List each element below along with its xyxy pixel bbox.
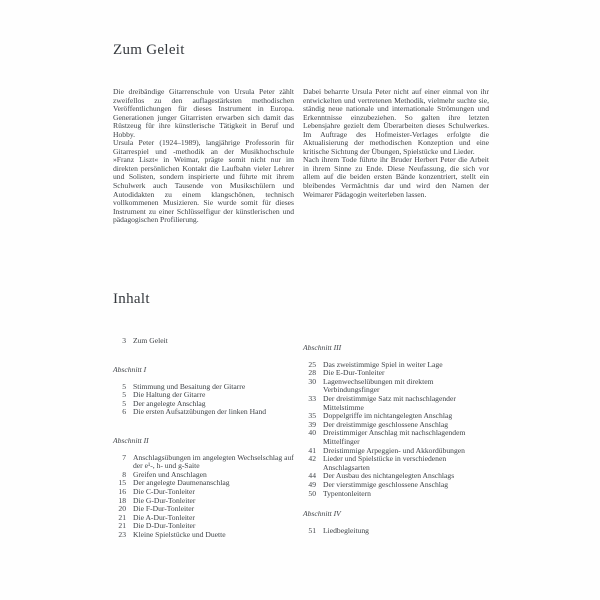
toc-page-number: 21 — [118, 521, 126, 531]
foreword-paragraph: Dabei beharrte Ursula Peter nicht auf einer einmal von ihr entwickelten und vertretenen Methodik, vielmehr suchte sie, ständig neue nationale und internationale Strömungen und Erkenntnisse einzubeziehen. So galten ihre letzten Lebensjahre gezielt dem Überarbeiten dieses Schulwerkes. Im Auftrage des Hofmeister-Verlages erfolgte die Aktualisierung der methodischen Konzeption und eine kritische Sichtung der Übungen, Spielstücke und Lieder. — [303, 87, 489, 156]
toc-entry — [113, 408, 295, 417]
toc-entry — [113, 337, 295, 346]
toc-entry — [113, 531, 295, 540]
toc-entry-label: Lagenwechselübungen mit direktem Verbindungsfinger — [323, 376, 434, 395]
toc-page-number: 18 — [118, 495, 126, 505]
toc-entry-label: Greifen und Anschlagen — [133, 469, 207, 479]
toc-page-number: 51 — [308, 525, 316, 535]
toc-page-number: 44 — [308, 471, 316, 481]
toc-page-number: 30 — [308, 376, 316, 386]
toc-page-number: 25 — [308, 359, 316, 369]
toc-entry-label: Die F-Dur-Tonleiter — [133, 504, 195, 514]
toc-page-number: 7 — [122, 452, 126, 462]
toc-page-number: 21 — [118, 512, 126, 522]
toc-page-number: 5 — [122, 390, 126, 400]
toc-page-number: 28 — [308, 368, 316, 378]
toc-section-heading: Abschnitt III — [303, 343, 342, 352]
toc-column-right — [303, 344, 491, 535]
toc-section — [303, 344, 491, 498]
toc-page-number: 40 — [308, 428, 316, 438]
toc-section-heading: Abschnitt I — [113, 365, 147, 374]
toc-page-number: 49 — [308, 479, 316, 489]
toc-entry-label: Anschlagsübungen im angelegten Wechselschlag auf der e¹-, h- und g-Saite — [133, 452, 294, 471]
toc-entry-label: Lieder und Spielstücke in verschiedenen Anschlagsarten — [323, 454, 447, 472]
toc-entry-label: Liedbegleitung — [323, 525, 369, 535]
toc-entry-label: Die ersten Aufsatzübungen der linken Hand — [133, 407, 267, 417]
toc-page-number: 16 — [118, 486, 126, 496]
toc-entry-label: Der vierstimmige geschlossene Anschlag — [323, 479, 449, 489]
toc-page-number: 5 — [122, 398, 126, 408]
toc-entry-label: Die E-Dur-Tonleiter — [323, 368, 385, 378]
foreword-column-1 — [113, 88, 294, 225]
toc-entry-label: Zum Geleit — [133, 336, 168, 345]
toc-entry-label: Die D-Dur-Tonleiter — [133, 521, 196, 531]
toc-page-number: 33 — [308, 393, 316, 403]
toc-entry-label: Der dreistimmige geschlossene Anschlag — [323, 419, 449, 429]
foreword-paragraph: Nach ihrem Tode führte ihr Bruder Herbert Peter die Arbeit in ihrem Sinne zu Ende. Diese Neufassung, die sich vor allem auf die beiden ersten Bände konzentriert, stellt ein bleibendes Vermächtnis dar und wird den Namen der Weimarer Pädagogin weiterleben lassen. — [303, 155, 489, 199]
toc-entry-label: Die G-Dur-Tonleiter — [133, 495, 196, 505]
toc-page-number: 23 — [118, 529, 126, 539]
toc-entry-label: Dreistimmige Arpeggien- und Akkordübungen — [323, 445, 465, 455]
toc-page-number: 3 — [122, 336, 126, 345]
toc-entry — [303, 378, 491, 395]
toc-entry-label: Die A-Dur-Tonleiter — [133, 512, 195, 522]
toc-page-number: 15 — [118, 478, 126, 488]
toc-entry-label: Der angelegte Daumenanschlag — [133, 478, 230, 488]
toc-section — [113, 437, 295, 540]
toc-entry — [303, 429, 491, 446]
toc-section — [303, 510, 491, 535]
toc-entry-label: Der dreistimmige Satz mit nachschlagender Mittelstimme — [323, 393, 456, 412]
toc-page-number: 8 — [122, 469, 126, 479]
toc-entry-label: Die C-Dur-Tonleiter — [133, 486, 195, 496]
toc-column-left — [113, 366, 295, 540]
toc-entry-label: Dreistimmiger Anschlag mit nachschlagendem Mittelfinger — [323, 428, 466, 446]
toc-page-number: 42 — [308, 454, 316, 464]
toc-entry-label: Typentonleitern — [323, 488, 371, 498]
toc-entry — [303, 455, 491, 472]
toc-entry — [303, 490, 491, 499]
toc-entry-label: Das zweistimmige Spiel in weiter Lage — [323, 359, 443, 369]
toc-page-number: 39 — [308, 419, 316, 429]
foreword-paragraph: Ursula Peter (1924–1989), langjährige Professorin für Gitarrespiel und -methodik an der Musikhochschule »Franz Liszt« in Weimar, prägte somit nicht nur im direkten persönlichen Kontakt die Laufbahn vieler Lehrer und Solisten, sondern inspirierte und führte mit ihrem Schulwerk auch Tausende von Musikschülern und Autodidakten zu einem klangschönen, technisch vollkommenen Musizieren. Sie wurde somit für dieses Instrument zu einer Schlüsselfigur der künstlerischen und pädagogischen Profilierung. — [113, 138, 294, 225]
toc-entry-label: Die Haltung der Gitarre — [133, 390, 206, 400]
toc-entry-label: Kleine Spielstücke und Duette — [133, 529, 226, 539]
foreword-title: Zum Geleit — [113, 42, 185, 58]
toc-section-heading: Abschnitt IV — [303, 509, 341, 519]
foreword-paragraph: Die dreibändige Gitarrenschule von Ursula Peter zählt zweifellos zu den auflagestärksten methodischen Veröffentlichungen für dieses Instrument in Europa. Generationen junger Gitarristen erwarben sich damit das Rüstzeug für ihre künstlerische Tätigkeit in Beruf und Hobby. — [113, 87, 294, 139]
toc-page-number: 6 — [122, 407, 126, 417]
toc-title: Inhalt — [113, 291, 150, 307]
toc-entry — [113, 454, 295, 471]
toc-page-number: 50 — [308, 488, 316, 498]
toc-entry-label: Der Ausbau des nichtangelegten Anschlags — [323, 471, 455, 481]
toc-page-number: 35 — [308, 411, 316, 421]
toc-section — [113, 366, 295, 417]
toc-section-heading: Abschnitt II — [113, 435, 149, 445]
toc-entry — [303, 395, 491, 412]
foreword-column-2 — [303, 88, 489, 199]
toc-page-number: 41 — [308, 445, 316, 455]
toc-page-number: 20 — [118, 504, 126, 514]
toc-entry-label: Stimmung und Besaitung der Gitarre — [133, 381, 246, 391]
toc-entry — [303, 527, 491, 536]
toc-page-number: 5 — [122, 381, 126, 391]
toc-entry-label: Der angelegte Anschlag — [133, 398, 206, 408]
toc-entry-label: Doppelgriffe im nichtangelegten Anschlag — [323, 411, 453, 421]
